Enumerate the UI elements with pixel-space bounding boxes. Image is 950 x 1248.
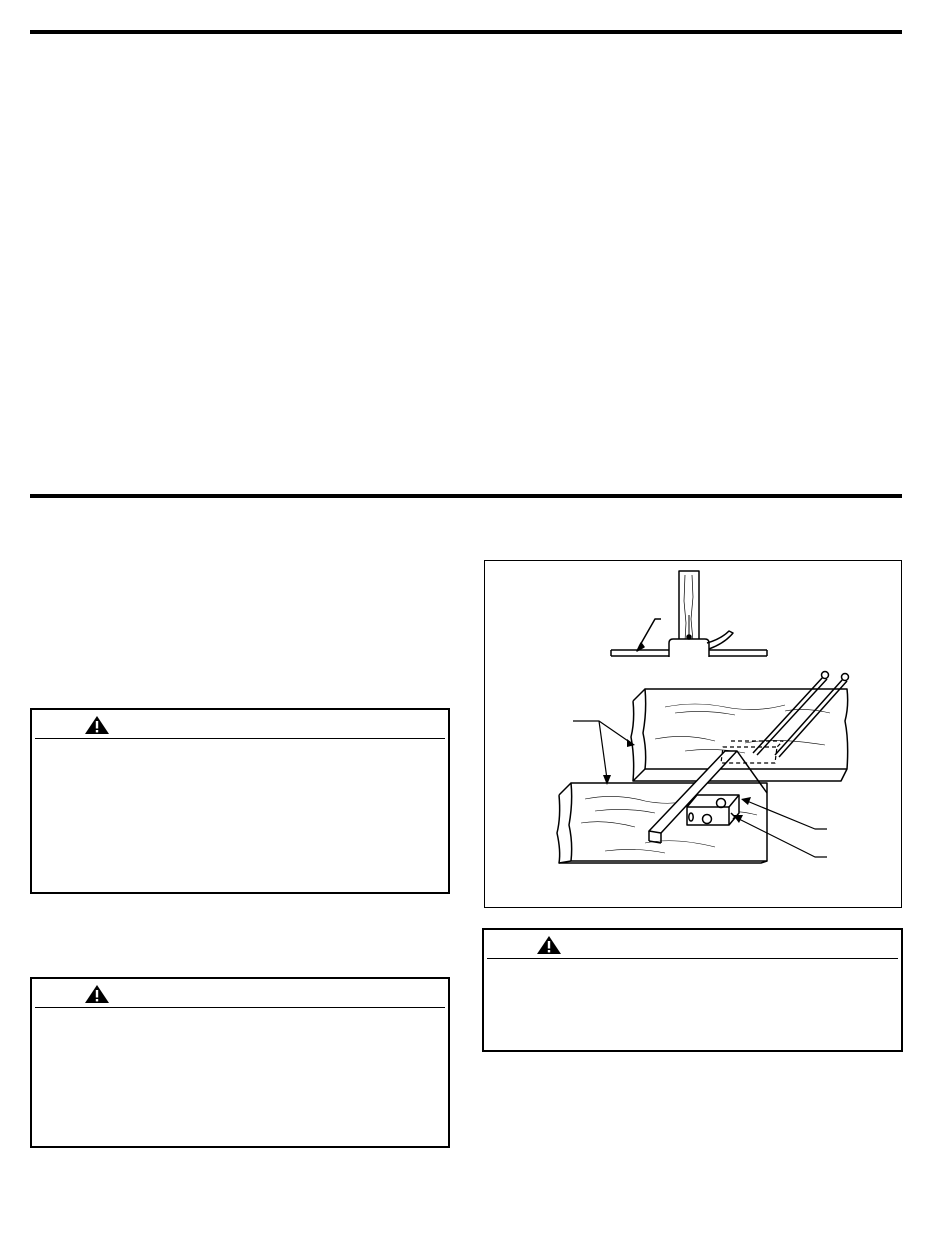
warning-divider (35, 1007, 445, 1008)
warning-triangle-icon (84, 715, 110, 735)
warning-box-2 (30, 977, 450, 1148)
bracket-block (687, 795, 739, 825)
post-detail (611, 571, 767, 657)
warning-box-1 (30, 708, 450, 894)
warning-triangle-icon (536, 935, 562, 955)
upper-joist (631, 689, 848, 781)
section-rule (30, 494, 902, 498)
warning-header (32, 979, 448, 1007)
warning-header (32, 710, 448, 738)
warning-divider (487, 958, 898, 959)
top-rule (30, 30, 902, 34)
warning-triangle-icon (84, 984, 110, 1004)
warning-box-3 (482, 928, 903, 1052)
warning-header (484, 930, 901, 958)
warning-divider (35, 738, 445, 739)
installation-figure (484, 560, 902, 908)
joist-bracket-illustration (485, 561, 901, 907)
